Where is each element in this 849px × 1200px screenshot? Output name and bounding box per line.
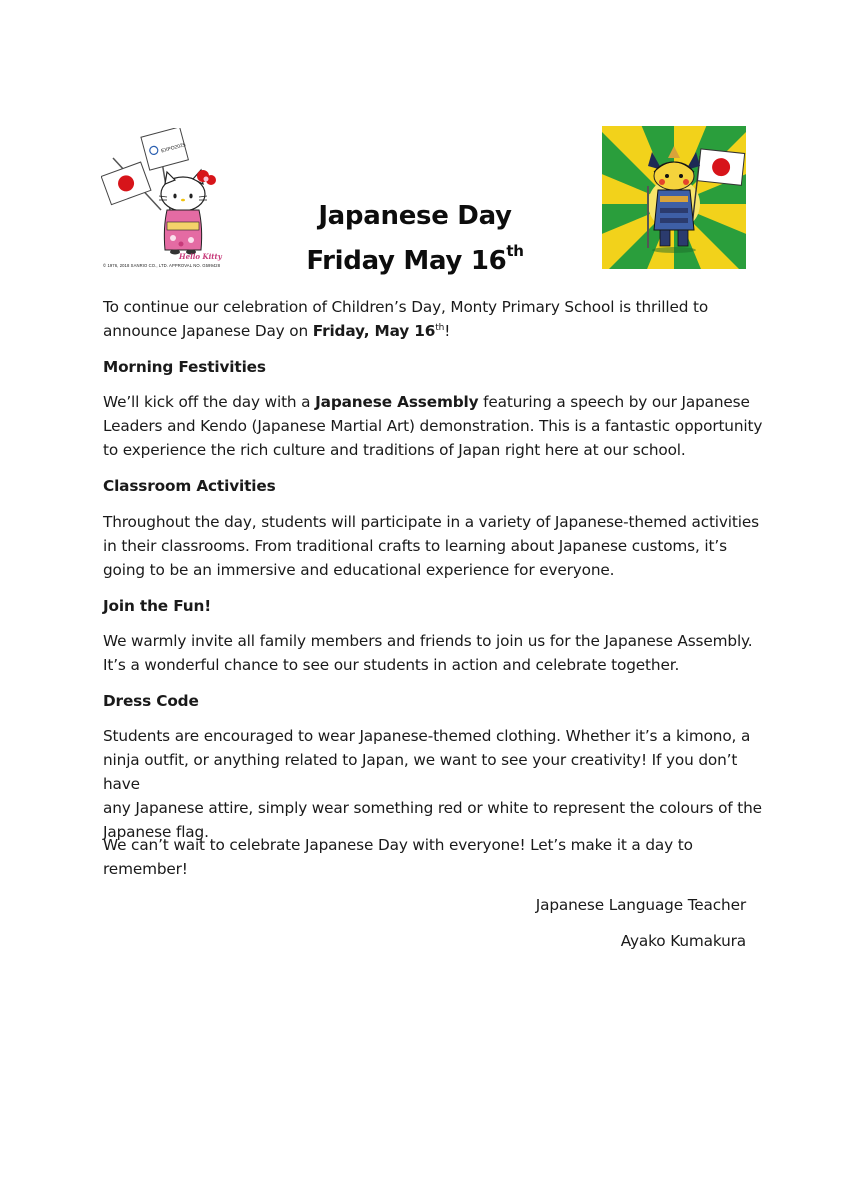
page-title: Japanese Day xyxy=(318,201,512,231)
intro-line-2-post: ! xyxy=(444,322,451,340)
join-line-2: It’s a wonderful chance to see our students in action and celebrate together. xyxy=(103,656,680,674)
join-line-1: We warmly invite all family members and friends to join us for the Japanese Assembly. xyxy=(103,632,753,650)
heading-dress-code: Dress Code xyxy=(103,692,199,710)
image-copyright: © 1976, 2018 SANRIO CO., LTD. APPROVAL NO. G599428 xyxy=(103,263,221,268)
intro-line-2-pre: announce Japanese Day on xyxy=(103,322,313,340)
closing-paragraph xyxy=(103,833,763,881)
intro-paragraph xyxy=(103,295,763,343)
signature-role: Japanese Language Teacher xyxy=(535,896,746,914)
hello-kitty-logo: Hello Kitty xyxy=(179,252,222,261)
heading-join-the-fun: Join the Fun! xyxy=(103,597,212,615)
classroom-line-2: in their classrooms. From traditional crafts to learning about Japanese customs, it’s xyxy=(103,537,727,555)
date-text: Friday May 16 xyxy=(306,246,507,276)
classroom-line-3: going to be an immersive and educational experience for everyone. xyxy=(103,561,615,579)
intro-date-suffix: th xyxy=(435,323,445,333)
dress-line-4: Japanese flag. xyxy=(103,823,209,841)
dress-line-3: any Japanese attire, simply wear something red or white to represent the colours of the xyxy=(103,799,762,817)
classroom-line-1: Throughout the day, students will participate in a variety of Japanese-themed activities xyxy=(103,513,759,531)
join-paragraph xyxy=(103,629,763,677)
morning-line-3: to experience the rich culture and traditions of Japan right here at our school. xyxy=(103,441,686,459)
dress-paragraph xyxy=(103,724,763,844)
morning-line-1-post: featuring a speech by our Japanese xyxy=(478,393,750,411)
expo-sign-text: EXPO2025 xyxy=(160,142,187,155)
signature-name: Ayako Kumakura xyxy=(620,932,746,950)
hello-kitty-image xyxy=(101,128,237,272)
samurai-character-image xyxy=(602,126,746,269)
morning-paragraph xyxy=(103,390,763,462)
closing-line-2: remember! xyxy=(103,860,188,878)
closing-line-1: We can’t wait to celebrate Japanese Day with everyone! Let’s make it a day to xyxy=(103,836,693,854)
heading-morning-festivities: Morning Festivities xyxy=(103,358,266,376)
classroom-paragraph xyxy=(103,510,763,582)
heading-classroom-activities: Classroom Activities xyxy=(103,477,276,495)
dress-line-1: Students are encouraged to wear Japanese-themed clothing. Whether it’s a kimono, a xyxy=(103,727,751,745)
page-subtitle-date xyxy=(270,242,560,276)
dress-line-2: ninja outfit, or anything related to Japan, we want to see your creativity! If you don’t have xyxy=(103,751,738,793)
intro-line-1: To continue our celebration of Children’s Day, Monty Primary School is thrilled to xyxy=(103,298,709,316)
morning-line-1-pre: We’ll kick off the day with a xyxy=(103,393,316,411)
assembly-bold: Japanese Assembly xyxy=(315,393,479,411)
intro-date-bold: Friday, May 16 xyxy=(312,322,436,340)
morning-line-2: Leaders and Kendo (Japanese Martial Art) demonstration. This is a fantastic opportunity xyxy=(103,417,763,435)
date-suffix: th xyxy=(506,242,524,260)
